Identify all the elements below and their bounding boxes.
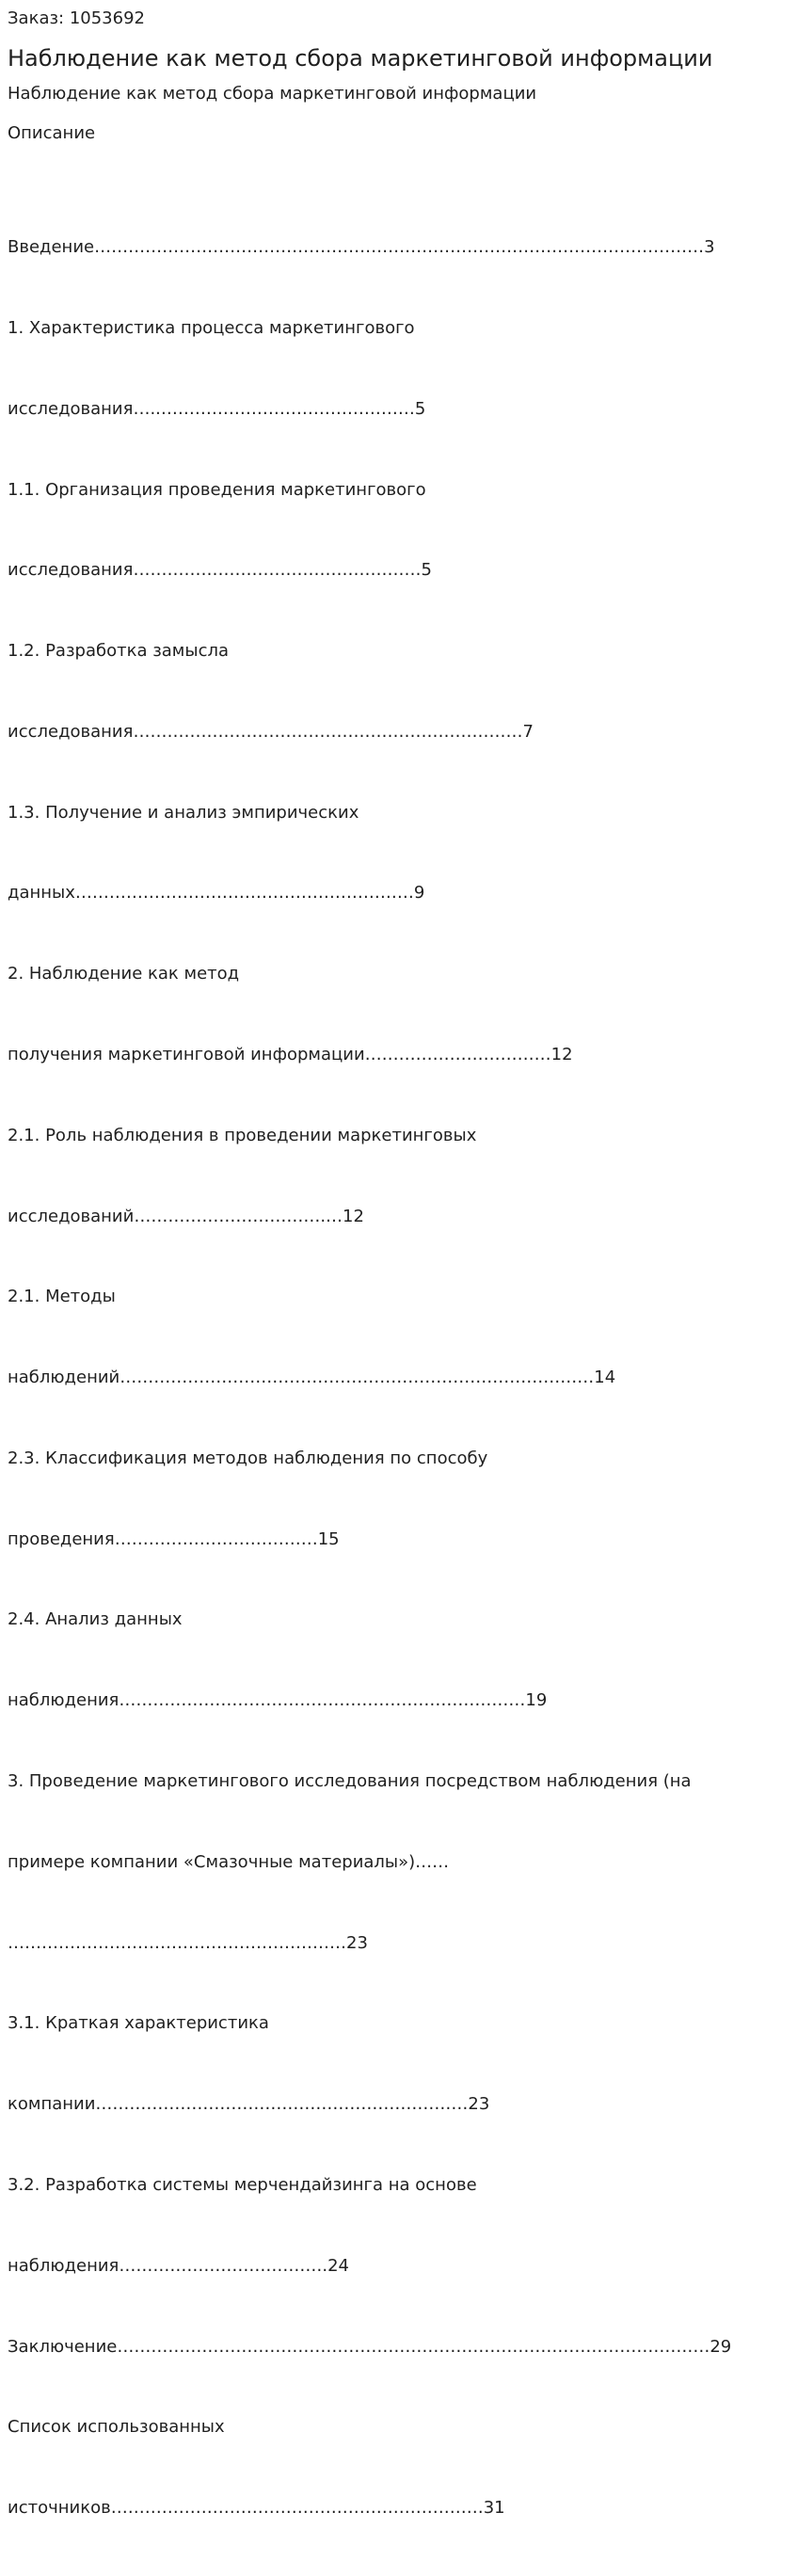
toc-line: источников…………………………………………………………31 bbox=[8, 2498, 505, 2519]
toc-line: компании…………………………………………………………23 bbox=[8, 2094, 490, 2115]
toc-line: 2.4. Анализ данных bbox=[8, 1609, 183, 1630]
toc-line: 2.1. Роль наблюдения в проведении маркетинговых bbox=[8, 1125, 477, 1145]
toc-line: наблюдений…………………………………………………………………………14 bbox=[8, 1368, 616, 1388]
toc-line: 3.1. Краткая характеристика bbox=[8, 2013, 269, 2034]
toc-line: проведения………………………………15 bbox=[8, 1528, 340, 1549]
toc-line: 1. Характеристика процесса маркетингового bbox=[8, 317, 415, 338]
order-number: Заказ: 1053692 bbox=[8, 8, 145, 28]
toc-line: наблюдения………………………………………………………………19 bbox=[8, 1690, 548, 1711]
toc-line: Заключение……………………………………………………………………………………………29 bbox=[8, 2336, 732, 2357]
toc-line: 2.3. Классификация методов наблюдения по способу bbox=[8, 1448, 488, 1468]
page-title: Наблюдение как метод сбора маркетинговой информации bbox=[8, 45, 713, 72]
toc-line: Список использованных bbox=[8, 2417, 225, 2438]
toc-line: 1.1. Организация проведения маркетингового bbox=[8, 479, 426, 500]
toc-line: наблюдения……………………………….24 bbox=[8, 2255, 349, 2276]
toc-line: получения маркетинговой информации……………………………12 bbox=[8, 1045, 573, 1064]
table-of-contents bbox=[8, 181, 789, 2576]
toc-line: исследований…………………………….…12 bbox=[8, 1206, 364, 1226]
toc-line: 2.1. Методы bbox=[8, 1287, 116, 1307]
toc-line: 3.2. Разработка системы мерчендайзинга на основе bbox=[8, 2174, 477, 2195]
toc-line: ……………………………………………………23 bbox=[8, 1932, 368, 1953]
toc-line: 1.3. Получение и анализ эмпирических bbox=[8, 802, 359, 823]
toc-line: 2. Наблюдение как метод bbox=[8, 964, 240, 984]
toc-line: исследования……………………………………………………………7 bbox=[8, 721, 534, 742]
page-subtitle: Наблюдение как метод сбора маркетинговой информации bbox=[8, 84, 537, 104]
description-label: Описание bbox=[8, 123, 96, 143]
toc-line: 3. Проведение маркетингового исследования посредством наблюдения (на bbox=[8, 1771, 692, 1792]
toc-line: 1.2. Разработка замысла bbox=[8, 641, 230, 662]
toc-line: исследования…..………………………………………5 bbox=[8, 398, 426, 419]
toc-line: Введение………………………………………………………………………………………………3 bbox=[8, 237, 715, 258]
toc-line: исследования……………………………………………5 bbox=[8, 560, 432, 581]
toc-line: примере компании «Смазочные материалы»)…… bbox=[8, 1851, 450, 1872]
toc-line: данных……………………………………………………9 bbox=[8, 883, 425, 904]
